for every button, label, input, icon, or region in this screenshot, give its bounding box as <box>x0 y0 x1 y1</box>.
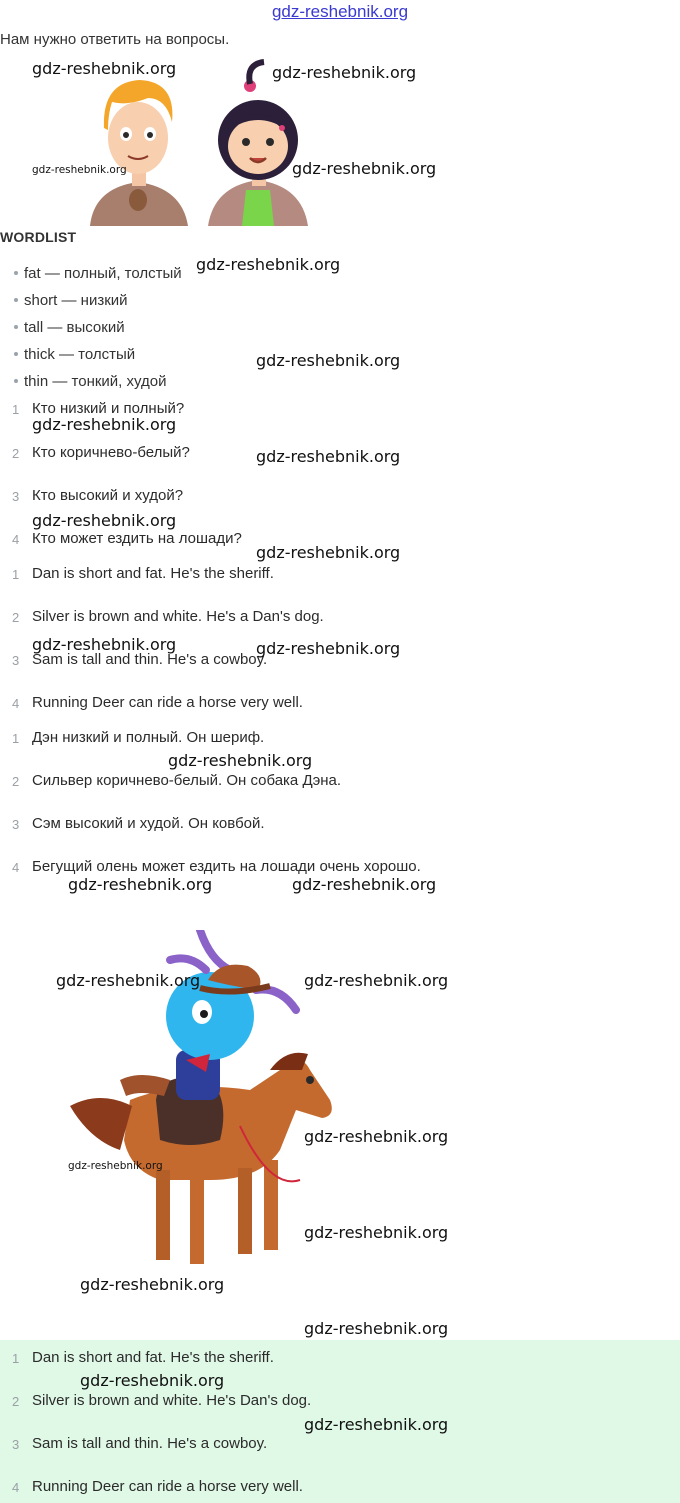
watermark: gdz-reshebnik.org <box>32 164 127 176</box>
final-answer-text: Dan is short and fat. He's the sheriff. <box>32 1349 274 1366</box>
bullet-icon <box>14 298 18 302</box>
question-text: Кто высокий и худой? <box>32 487 184 504</box>
answer-number: 3 <box>12 653 20 668</box>
watermark: gdz-reshebnik.org <box>32 415 177 434</box>
bullet-icon <box>14 379 18 383</box>
question-number: 4 <box>12 532 20 547</box>
question-number: 2 <box>12 446 20 461</box>
translation-number: 4 <box>12 860 20 875</box>
translation-number: 3 <box>12 817 20 832</box>
wordlist-item: fat — полный, толстый <box>14 265 182 282</box>
watermark: gdz-reshebnik.org <box>272 63 417 82</box>
answer-number: 4 <box>12 696 20 711</box>
final-answer-number: 2 <box>12 1394 20 1409</box>
translation-text: Бегущий олень может ездить на лошади очень хорошо. <box>32 858 421 875</box>
watermark: gdz-reshebnik.org <box>304 1415 449 1434</box>
watermark: gdz-reshebnik.org <box>256 447 401 466</box>
watermark: gdz-reshebnik.org <box>32 59 177 78</box>
watermark: gdz-reshebnik.org <box>304 1319 449 1338</box>
wordlist-item: thick — толстый <box>14 346 135 363</box>
translation-number: 1 <box>12 731 20 746</box>
watermark: gdz-reshebnik.org <box>304 1223 449 1242</box>
watermark: gdz-reshebnik.org <box>256 351 401 370</box>
answer-number: 1 <box>12 567 20 582</box>
bullet-icon <box>14 325 18 329</box>
question-number: 1 <box>12 402 20 417</box>
wordlist-item: tall — высокий <box>14 319 125 336</box>
kids-illustration <box>88 58 348 226</box>
answer-text: Sam is tall and thin. He's a cowboy. <box>32 651 268 668</box>
bullet-icon <box>14 271 18 275</box>
translation-text: Дэн низкий и полный. Он шериф. <box>32 729 265 746</box>
question-text: Кто может ездить на лошади? <box>32 530 242 547</box>
watermark: gdz-reshebnik.org <box>304 1127 449 1146</box>
final-answer-text: Running Deer can ride a horse very well. <box>32 1478 303 1495</box>
watermark: gdz-reshebnik.org <box>56 971 201 990</box>
final-answer-number: 3 <box>12 1437 20 1452</box>
answer-text: Dan is short and fat. He's the sheriff. <box>32 565 274 582</box>
watermark: gdz-reshebnik.org <box>304 971 449 990</box>
wordlist-item: thin — тонкий, худой <box>14 373 166 390</box>
question-text: Кто коричнево-белый? <box>32 444 190 461</box>
answer-text: Running Deer can ride a horse very well. <box>32 694 303 711</box>
watermark: gdz-reshebnik.org <box>32 511 177 530</box>
watermark: gdz-reshebnik.org <box>68 875 213 894</box>
final-answer-number: 1 <box>12 1351 20 1366</box>
answer-number: 2 <box>12 610 20 625</box>
question-text: Кто низкий и полный? <box>32 400 185 417</box>
translation-text: Сэм высокий и худой. Он ковбой. <box>32 815 265 832</box>
bullet-icon <box>14 352 18 356</box>
watermark: gdz-reshebnik.org <box>256 639 401 658</box>
watermark: gdz-reshebnik.org <box>68 1160 163 1172</box>
wordlist-item: short — низкий <box>14 292 128 309</box>
question-number: 3 <box>12 489 20 504</box>
final-answer-number: 4 <box>12 1480 20 1495</box>
watermark: gdz-reshebnik.org <box>256 543 401 562</box>
watermark: gdz-reshebnik.org <box>292 875 437 894</box>
watermark: gdz-reshebnik.org <box>32 635 177 654</box>
wordlist-heading: WORDLIST <box>0 229 77 245</box>
watermark: gdz-reshebnik.org <box>168 751 313 770</box>
intro-text: Нам нужно ответить на вопросы. <box>0 31 230 48</box>
translation-number: 2 <box>12 774 20 789</box>
girl-figure <box>208 62 308 226</box>
watermark: gdz-reshebnik.org <box>80 1275 225 1294</box>
site-link[interactable]: gdz-reshebnik.org <box>271 2 409 21</box>
watermark: gdz-reshebnik.org <box>80 1371 225 1390</box>
final-answer-text: Silver is brown and white. He's Dan's dog. <box>32 1392 312 1409</box>
answer-text: Silver is brown and white. He's a Dan's dog. <box>32 608 324 625</box>
final-answer-text: Sam is tall and thin. He's a cowboy. <box>32 1435 268 1452</box>
boy-figure <box>90 80 188 226</box>
watermark: gdz-reshebnik.org <box>292 159 437 178</box>
watermark: gdz-reshebnik.org <box>196 255 341 274</box>
translation-text: Сильвер коричнево-белый. Он собака Дэна. <box>32 772 342 789</box>
